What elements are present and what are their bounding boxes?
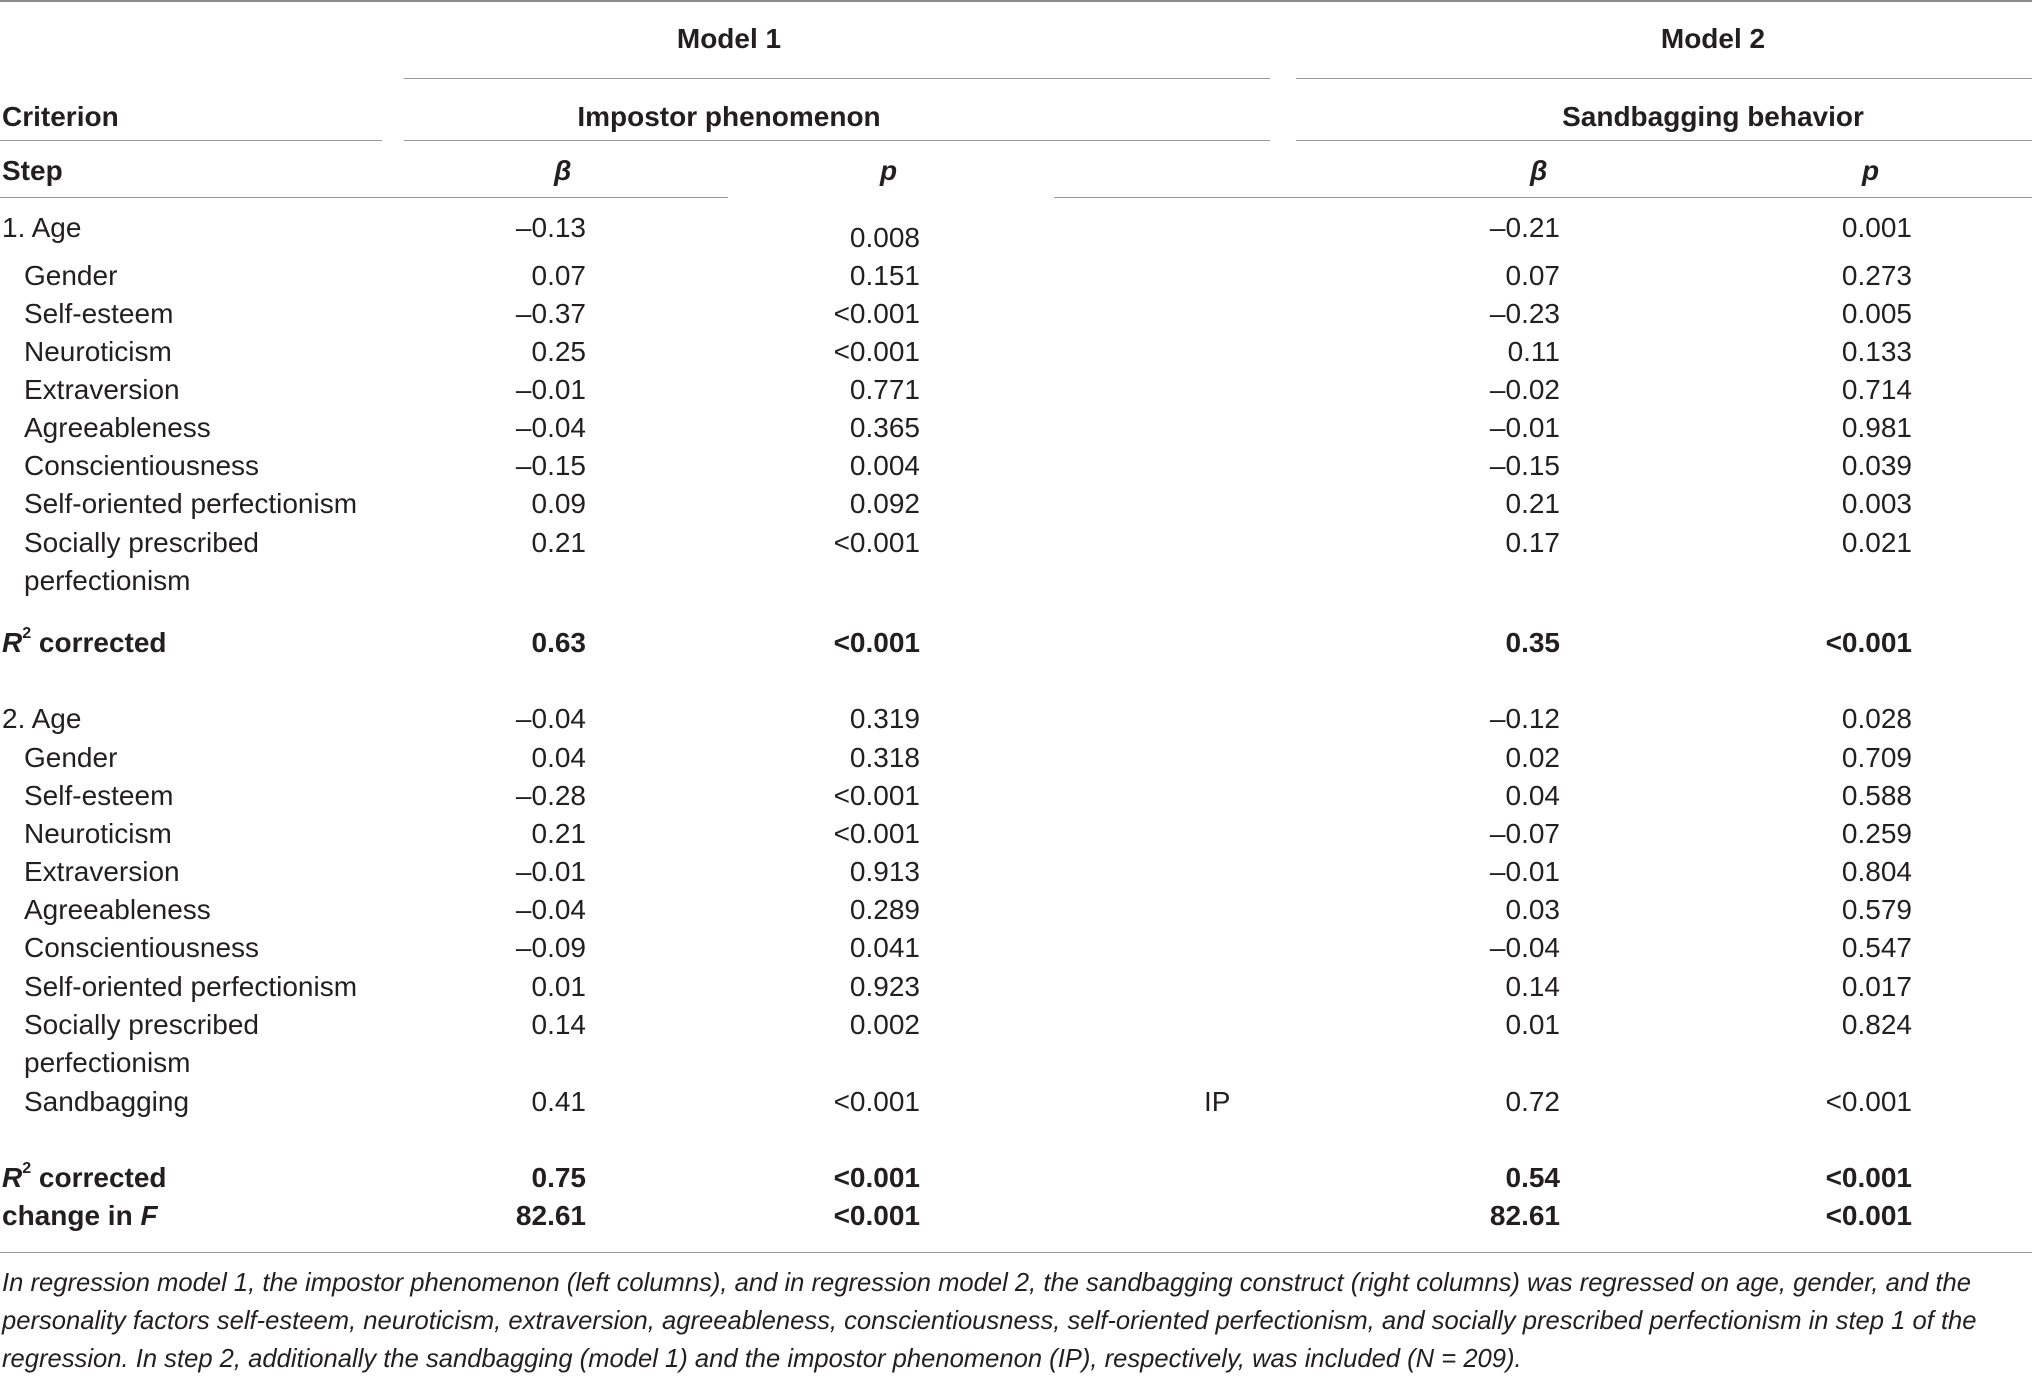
top-rule: [0, 0, 2032, 2]
p-value: 0.039: [1841, 450, 1912, 481]
p-value: 0.273: [1841, 260, 1912, 291]
header-bottom-rule-b: [1054, 197, 2032, 198]
p-value: 0.709: [1841, 742, 1912, 773]
p-value: 0.021: [1841, 527, 1912, 558]
p-value: 0.028: [1841, 703, 1912, 734]
beta-value: –0.07: [1489, 818, 1560, 849]
p-value: 0.913: [849, 856, 920, 887]
beta-value: –0.02: [1489, 374, 1560, 405]
p-value: 0.008: [849, 222, 920, 253]
p-value: 0.289: [849, 894, 920, 925]
model2-span-rule: [1296, 78, 2032, 79]
beta1-heading: β: [554, 155, 572, 186]
beta-value: 0.21: [1505, 488, 1560, 519]
r2-p1: <0.001: [833, 627, 920, 658]
p-value: 0.981: [1841, 412, 1912, 443]
row-label-cont: perfectionism: [24, 565, 191, 596]
p-value: 0.714: [1841, 374, 1912, 405]
beta-value: –0.01: [515, 374, 586, 405]
p-value: 0.133: [1841, 336, 1912, 367]
p-value: 0.319: [849, 703, 920, 734]
p1-heading: p: [880, 155, 898, 186]
row-label: Socially prescribed: [24, 1009, 259, 1040]
criterion2-rule: [1296, 140, 2032, 141]
model2-heading: Model 2: [1660, 23, 1766, 54]
p-value: 0.041: [849, 932, 920, 963]
beta-value: –0.01: [1489, 412, 1560, 443]
row-label: Self-oriented perfectionism: [24, 488, 358, 519]
change-f-label: change in F: [2, 1200, 158, 1231]
p-value: 0.004: [849, 450, 920, 481]
p-value: 0.259: [1841, 818, 1912, 849]
beta-value: 0.14: [1505, 971, 1560, 1002]
row-label: 2. Age: [2, 703, 82, 734]
r2-beta1: 0.75: [531, 1162, 586, 1193]
beta-value: –0.15: [515, 450, 586, 481]
beta-value: 0.41: [531, 1086, 586, 1117]
r2-label: $R^2$ corrected: [2, 1160, 167, 1193]
row-label: Gender: [24, 260, 118, 291]
criterion1-rule: [404, 140, 1270, 141]
r2-beta2: 0.35: [1505, 627, 1560, 658]
p2-heading: p: [1862, 155, 1880, 186]
p-value: 0.005: [1841, 298, 1912, 329]
criterion-label: Criterion: [2, 101, 119, 132]
step-label: Step: [2, 155, 63, 186]
r2-p1: <0.001: [833, 1162, 920, 1193]
row-label: Sandbagging: [24, 1086, 190, 1117]
header-bottom-rule-a: [0, 197, 728, 198]
beta-value: 0.21: [531, 527, 586, 558]
beta-value: –0.28: [515, 780, 586, 811]
row-label: Self-oriented perfectionism: [24, 971, 358, 1002]
beta-value: –0.37: [515, 298, 586, 329]
change-f-beta2: 82.61: [1489, 1200, 1560, 1231]
p-value: <0.001: [833, 780, 920, 811]
beta-value: 0.02: [1505, 742, 1560, 773]
row-label: Neuroticism: [24, 818, 172, 849]
model1-heading: Model 1: [676, 23, 782, 54]
table-footnote: In regression model 1, the impostor phenomenon (left columns), and in regression model 2, the sandbagging construct (right columns) was regressed on age, gender, and the personality factors self-esteem, neuroticism, extraversion, agreeableness, conscientiousness, self-oriented perfectionism, and socially prescribed perfectionism in step 1 of the regression. In step 2, additionally the sandbagging (model 1) and the impostor phenomenon (IP), respectively, was included (N = 209).: [2, 1269, 1977, 1373]
beta-value: 0.01: [531, 971, 586, 1002]
change-f-beta1: 82.61: [515, 1200, 586, 1231]
beta-value: 0.04: [531, 742, 586, 773]
row-label: Socially prescribed: [24, 527, 259, 558]
p-value: 0.151: [849, 260, 920, 291]
beta-value: –0.13: [515, 212, 586, 243]
beta2-heading: β: [1530, 155, 1548, 186]
row-label: Extraversion: [24, 374, 180, 405]
beta-value: –0.01: [515, 856, 586, 887]
p-value: <0.001: [833, 298, 920, 329]
row-label: Agreeableness: [24, 412, 211, 443]
p-value: 0.804: [1841, 856, 1912, 887]
beta-value: 0.25: [531, 336, 586, 367]
criterion2-heading: Sandbagging behavior: [1562, 101, 1864, 132]
beta-value: –0.15: [1489, 450, 1560, 481]
beta-value: –0.09: [515, 932, 586, 963]
p-value: 0.318: [849, 742, 920, 773]
beta-value: 0.03: [1505, 894, 1560, 925]
beta-value: 0.07: [1505, 260, 1560, 291]
beta-value: 0.04: [1505, 780, 1560, 811]
p-value: <0.001: [833, 818, 920, 849]
p-value: 0.092: [849, 488, 920, 519]
beta-value: –0.21: [1489, 212, 1560, 243]
beta-value: 0.21: [531, 818, 586, 849]
beta-value: 0.17: [1505, 527, 1560, 558]
row-label: Conscientiousness: [24, 450, 260, 481]
p-value: 0.002: [849, 1009, 920, 1040]
r2-label: $R^2$ corrected: [2, 625, 167, 658]
row-label-cont: perfectionism: [24, 1047, 191, 1078]
criterion-rule: [0, 140, 382, 141]
beta-value: –0.04: [515, 703, 586, 734]
p-value: 0.547: [1841, 932, 1912, 963]
p-value: 0.824: [1841, 1009, 1912, 1040]
row-label: Neuroticism: [24, 336, 172, 367]
change-f-p1: <0.001: [833, 1200, 920, 1231]
row-label: Conscientiousness: [24, 932, 260, 963]
row-label: Gender: [24, 742, 118, 773]
p-value: <0.001: [833, 527, 920, 558]
beta-value: –0.23: [1489, 298, 1560, 329]
p-value: 0.588: [1841, 780, 1912, 811]
r2-p2: <0.001: [1825, 627, 1912, 658]
r2-p2: <0.001: [1825, 1162, 1912, 1193]
p-value: <0.001: [1825, 1086, 1912, 1117]
beta-value: –0.04: [515, 894, 586, 925]
r2-beta2: 0.54: [1505, 1162, 1560, 1193]
p-value: 0.579: [1841, 894, 1912, 925]
ip-label: IP: [1204, 1086, 1231, 1117]
row-label: Self-esteem: [24, 780, 174, 811]
beta-value: –0.12: [1489, 703, 1560, 734]
p-value: 0.923: [849, 971, 920, 1002]
beta-value: –0.04: [1489, 932, 1560, 963]
p-value: <0.001: [833, 336, 920, 367]
beta-value: –0.01: [1489, 856, 1560, 887]
beta-value: 0.09: [531, 488, 586, 519]
beta-value: 0.11: [1507, 336, 1560, 367]
beta-value: 0.07: [531, 260, 586, 291]
model1-span-rule: [404, 78, 1270, 79]
beta-value: 0.01: [1505, 1009, 1560, 1040]
beta-value: –0.04: [515, 412, 586, 443]
beta-value: 0.72: [1505, 1086, 1560, 1117]
table-bottom-rule: [0, 1252, 2032, 1253]
p-value: 0.003: [1841, 488, 1912, 519]
row-label: 1. Age: [2, 212, 82, 243]
row-label: Agreeableness: [24, 894, 211, 925]
change-f-p2: <0.001: [1825, 1200, 1912, 1231]
row-label: Self-esteem: [24, 298, 174, 329]
criterion1-heading: Impostor phenomenon: [577, 101, 881, 132]
beta-value: 0.14: [531, 1009, 586, 1040]
p-value: 0.017: [1841, 971, 1912, 1002]
p-value: 0.001: [1841, 212, 1912, 243]
r2-beta1: 0.63: [531, 627, 586, 658]
p-value: <0.001: [833, 1086, 920, 1117]
p-value: 0.365: [849, 412, 920, 443]
p-value: 0.771: [849, 374, 920, 405]
row-label: Extraversion: [24, 856, 180, 887]
